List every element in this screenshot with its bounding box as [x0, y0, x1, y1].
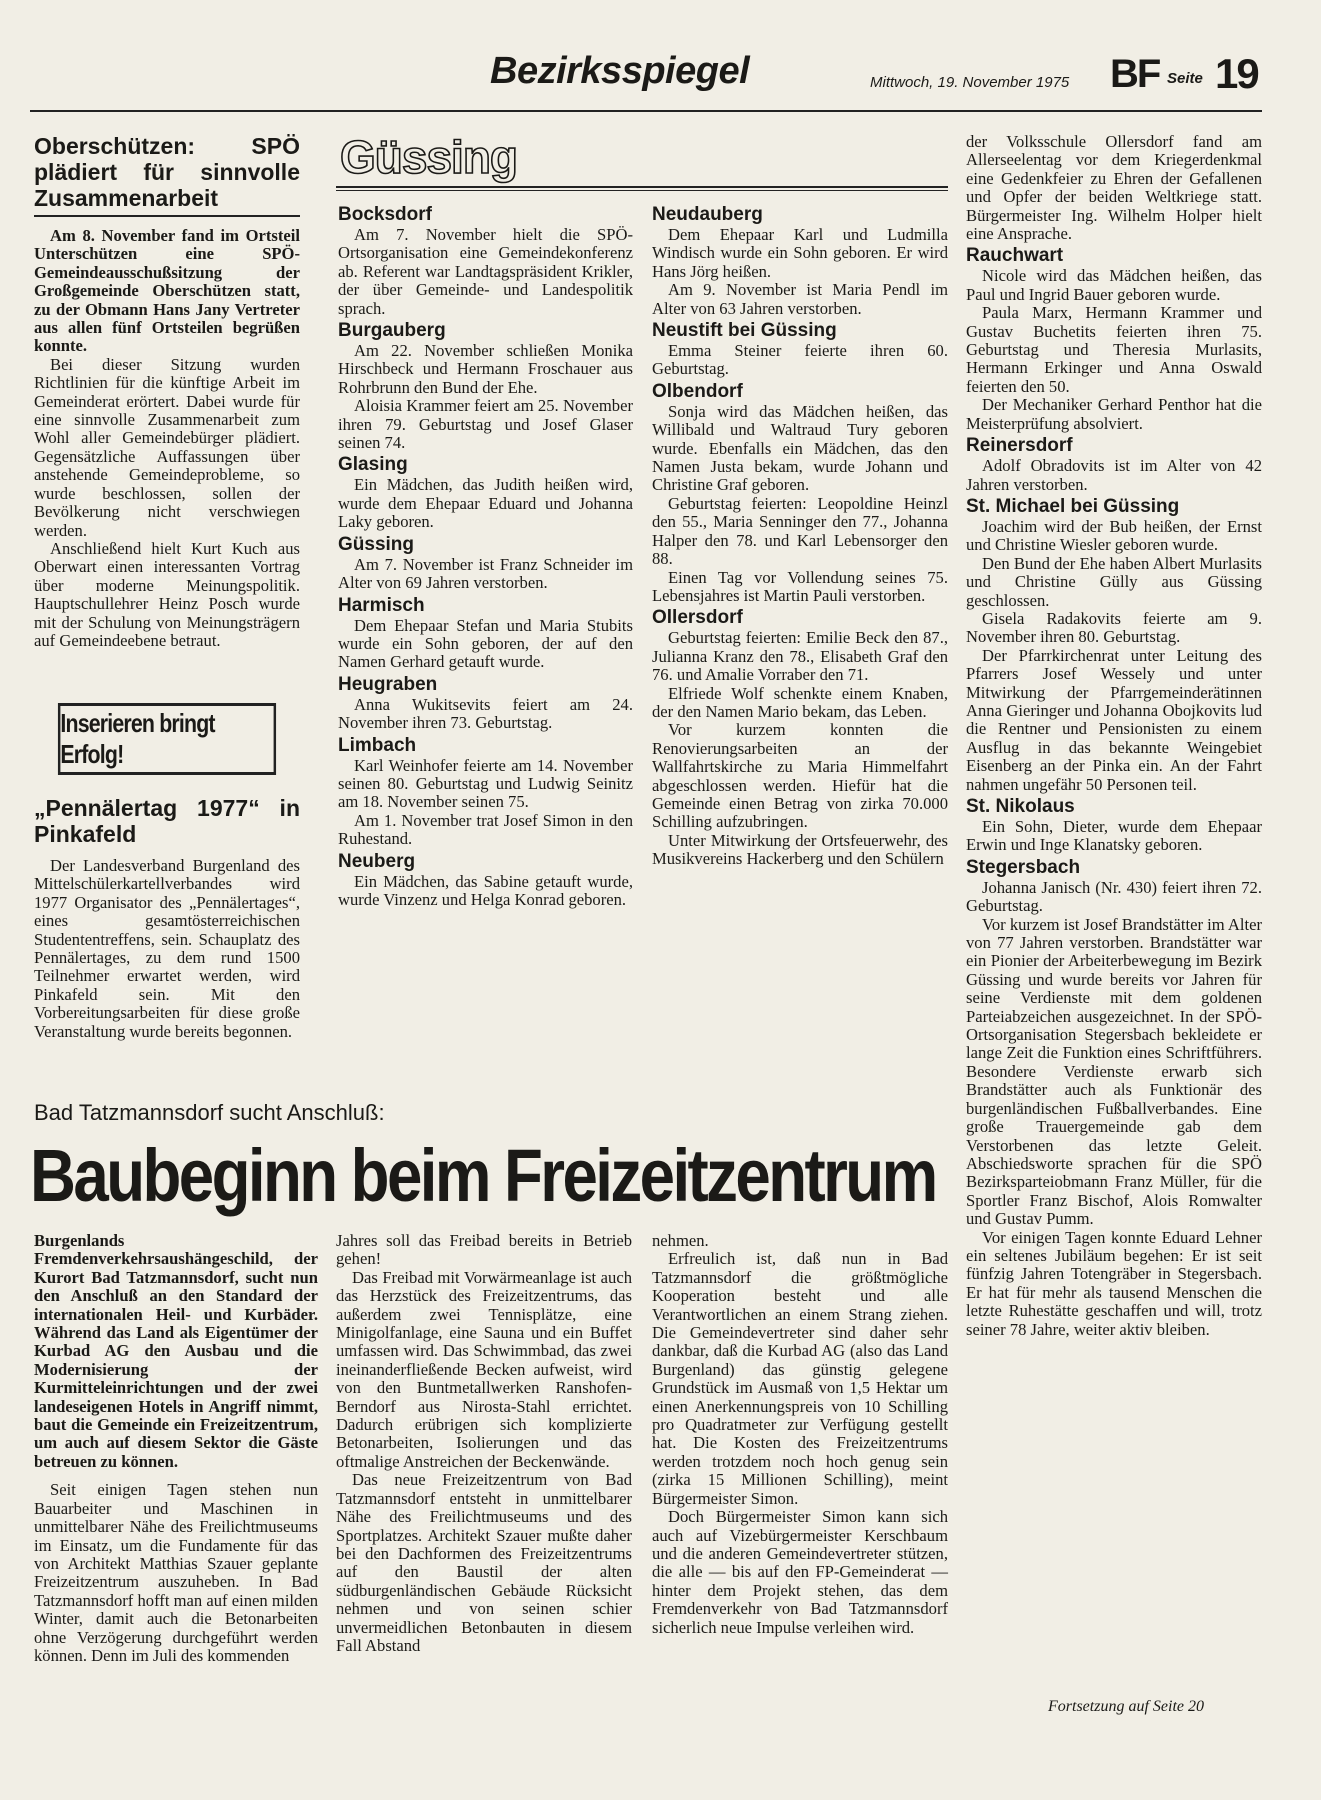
- place-text: Johanna Janisch (Nr. 430) feiert ihren 72. Geburtstag.: [966, 877, 1262, 916]
- feature-kicker: Bad Tatzmannsdorf sucht Anschluß:: [34, 1100, 385, 1125]
- feature-lead: Burgenlands Fremdenverkehrsaushängeschild, der Kurort Bad Tatzmannsdorf, sucht nun den Anschluß an den Standard der internationalen Heil- und Kurbäder. Während das Land als Eigentümer der Kurbad AG den Ausbau und die Modernisierung der Kurmitteleinrichtungen und der zwei landeseigenen Hotels in Angriff nimmt, baut die Gemeinde ein Freizeitzentrum, um auch auf diesem Sektor die Gäste betreuen zu können.: [34, 1231, 318, 1471]
- issue-date: Mittwoch, 19. November 1975: [870, 74, 1070, 91]
- feature-column-2: [336, 1232, 632, 1655]
- place-text: Ein Mädchen, das Judith heißen wird, wurde dem Ehepaar Eduard und Johanna Laky geboren.: [338, 475, 633, 532]
- ollersdorf-continued: der Volksschule Ollersdorf fand am Allerseelentag vor dem Kriegerdenkmal eine Gedenkfeier zu Ehren der Gefallenen und Opfer der beiden Weltkriege statt. Bürgermeister Ing. Wilhelm Holper hielt eine Ansprache.: [966, 132, 1262, 244]
- ad-box: Inserieren bringt Erfolg!: [58, 703, 276, 775]
- place-text: Vor einigen Tagen konnte Eduard Lehner ein seltenes Jubiläum begehen: Er ist seit fünfzig Jahren Totengräber in Stegersbach. Er hat für mehr als tausend Menschen die letzte Ruhestätte geschaffen und will, trotz seiner 78 Jahre, weiter aktiv bleiben.: [966, 1227, 1262, 1339]
- place-heading: St. Michael bei Güssing: [966, 495, 1180, 517]
- pennaelertag-paragraph: Der Landesverband Burgenland des Mittelschülerkartellverbandes wird 1977 Organisator des „Pennälertages“, eines gesamtösterreichischen Studententreffens, sein. Schauplatz des Pennälertages, zu dem rund 1500 Teilnehmer erwartet werden, wird Pinkafeld sein. Mit den Vorbereitungsarbeiten für diese große Veranstaltung wurde bereits begonnen.: [34, 856, 300, 1041]
- place-text: Aloisia Krammer feiert am 25. November ihren 79. Geburtstag und Josef Glaser seinen 74.: [338, 396, 633, 453]
- place-text: Einen Tag vor Vollendung seines 75. Lebensjahres ist Martin Pauli verstorben.: [652, 567, 948, 605]
- place-heading: Limbach: [338, 734, 417, 756]
- section-title: Bezirksspiegel: [490, 50, 750, 92]
- place-text: Geburtstag feierten: Leopoldine Heinzl den 55., Maria Senninger den 77., Johanna Halper den 78. und Karl Lebensorger den 88.: [652, 493, 948, 569]
- place-heading: Burgauberg: [338, 320, 446, 342]
- place-text: Elfriede Wolf schenkte einem Knaben, der den Namen Mario bekam, das Leben.: [652, 683, 948, 721]
- guessing-rule: [336, 186, 948, 188]
- feature-paragraph: nehmen.: [652, 1231, 709, 1250]
- feature-paragraph: Seit einigen Tagen stehen nun Bauarbeiter und Maschinen in unmittelbarer Nähe des Freilichtmuseums im Einsatz, um die Fundamente für das von Architekt Matthias Szauer geplante Freizeitzentrum auszuheben. In Bad Tatzmannsdorf hofft man auf einen milden Winter, damit auch die Betonarbeiten ohne Verzögerung durchgeführt werden können. Denn im Juli des kommenden: [34, 1480, 318, 1665]
- place-text: Vor kurzem konnten die Renovierungsarbeiten an der Wallfahrtskirche zu Maria Himmelfahrt abgeschlossen werden. Hiefür hat die Gemeinde einen Betrag von zirka 70.000 Schilling aufzubringen.: [652, 720, 948, 832]
- place-heading: Neustift bei Güssing: [652, 320, 837, 342]
- pennaelertag-headline: „Pennälertag 1977“ in Pinkafeld: [34, 795, 300, 847]
- place-heading: Ollersdorf: [652, 607, 743, 629]
- feature-paragraph: Das neue Freizeitzentrum von Bad Tatzmannsdorf entsteht in unmittelbarer Nähe des Freilichtmuseums und des Sportplatzes. Architekt Szauer mußte daher bei den Dachformen des Freizeitzentrums auf den Baustil der alten südburgenländischen Gebäude Rücksicht nehmen und von seinen schier unvermeidlichen Betonbauten in diesem Fall Abstand: [336, 1470, 632, 1655]
- place-heading: Bocksdorf: [338, 204, 432, 225]
- oberschuetzen-lead: Am 8. November fand im Ortsteil Unterschützen eine SPÖ-Gemeindeausschußsitzung der Großgemeinde Oberschützen statt, zu der Obmann Hans Jany Vertreter aus allen fünf Ortsteilen begrüßen konnte.: [34, 226, 300, 356]
- place-heading: Stegersbach: [966, 856, 1081, 878]
- place-text: Karl Weinhofer feierte am 14. November seinen 80. Geburtstag und Ludwig Seinitz am 18. November seinen 75.: [338, 755, 633, 812]
- place-heading: Harmisch: [338, 594, 425, 616]
- feature-column-3: [652, 1232, 948, 1637]
- place-heading: Neuberg: [338, 850, 416, 872]
- guessing-logo-text: Güssing: [340, 131, 518, 183]
- place-heading: Heugraben: [338, 673, 438, 695]
- place-text: Am 9. November ist Maria Pendl im Alter von 63 Jahren verstorben.: [652, 280, 948, 318]
- paper-logo: BF: [1110, 52, 1160, 96]
- place-heading: Güssing: [338, 533, 415, 555]
- feature-paragraph: Jahres soll das Freibad bereits in Betrieb gehen!: [336, 1231, 632, 1269]
- place-text: Dem Ehepaar Stefan und Maria Stubits wurde ein Sohn geboren, der auf den Namen Gerhard getauft wurde.: [338, 615, 633, 672]
- place-text: Der Mechaniker Gerhard Penthor hat die Meisterprüfung absolviert.: [966, 395, 1262, 433]
- page-label: Seite: [1167, 70, 1203, 87]
- place-text: Adolf Obradovits ist im Alter von 42 Jahren verstorben.: [966, 456, 1262, 494]
- guessing-column-2: [652, 202, 948, 869]
- continuation-note: Fortsetzung auf Seite 20: [1048, 1698, 1204, 1715]
- oberschuetzen-paragraph: Anschließend hielt Kurt Kuch aus Oberwart einen interessanten Vortrag über moderne Meinungspolitik. Hauptschullehrer Heinz Posch wurde mit der Schulung von Meinungsträgern auf Gemeindeebene betraut.: [34, 538, 300, 650]
- place-text: Dem Ehepaar Karl und Ludmilla Windisch wurde ein Sohn geboren. Er wird Hans Jörg heißen.: [652, 225, 948, 281]
- place-text: Den Bund der Ehe haben Albert Murlasits und Christine Gülly aus Güssing geschlossen.: [966, 553, 1262, 610]
- guessing-logo: [338, 128, 518, 184]
- feature-paragraph: Doch Bürgermeister Simon kann sich auch auf Vizebürgermeister Kerschbaum und die anderen Gemeindevertreter stützen, die alle — bis auf den FP-Gemeinderat — hinter dem Projekt stehen, das dem Fremdenverkehr von Bad Tatzmannsdorf sicherlich neue Impulse verleihen wird.: [652, 1507, 948, 1637]
- place-heading: Rauchwart: [966, 245, 1064, 267]
- place-text: Vor kurzem ist Josef Brandstätter im Alter von 77 Jahren verstorben. Brandstätter war ein Pionier der Arbeiterbewegung im Bezirk Güssing und wurde bereits vor Jahren für seine Verdienste mit dem goldenen Parteiabzeichen ausgezeichnet. In der SPÖ-Ortsorganisation Stegersbach bekleidete er lange Zeit die Funktion eines Schriftführers. Besondere Verdienste erwarb sich Brandstätter auch als Funktionär des burgenländischen Fußballverbandes. Eine große Trauergemeinde gab dem Verstorbenen das letzte Geleit. Abschiedsworte sprachen für die SPÖ Bezirksparteiobmann Franz Müller, für die Sportler Franz Bischof, Alois Romwalter und Gustav Pumm.: [966, 914, 1262, 1229]
- place-text: Geburtstag feierten: Emilie Beck den 87., Julianna Kranz den 78., Elisabeth Graf den 76. und Amalie Vorraber den 71.: [652, 628, 948, 685]
- place-text: Am 7. November ist Franz Schneider im Alter von 69 Jahren verstorben.: [338, 554, 633, 593]
- place-text: Am 7. November hielt die SPÖ-Ortsorganisation eine Gemeindekonferenz ab. Referent war Landtagspräsident Krikler, der über Gemeinde- und Landespolitik sprach.: [338, 225, 633, 318]
- place-text: Ein Sohn, Dieter, wurde dem Ehepaar Erwin und Inge Klanatsky geboren.: [966, 817, 1262, 855]
- place-text: Gisela Radakovits feierte am 9. November ihren 80. Geburtstag.: [966, 608, 1262, 647]
- place-text: Unter Mitwirkung der Ortsfeuerwehr, des Musikvereins Hackerberg und den Schülern: [652, 830, 948, 869]
- place-text: Sonja wird das Mädchen heißen, das Willibald und Waltraud Tury geboren wurde. Ebenfalls ein Mädchen, das den Namen Justa bekam, wurde Johann und Christine Graf geboren.: [652, 401, 948, 495]
- place-text: Ein Mädchen, das Sabine getauft wurde, wurde Vinzenz und Helga Konrad geboren.: [338, 871, 633, 909]
- place-heading: Glasing: [338, 454, 408, 476]
- guessing-column-1: [338, 202, 633, 909]
- guessing-rule-thin: [336, 190, 948, 191]
- feature-paragraph: Erfreulich ist, daß nun in Bad Tatzmannsdorf die größtmögliche Kooperation besteht und alle Verantwortlichen an einem Strang ziehen. Die Gemeindevertreter sind daher sehr dankbar, daß die Kurbad AG (also das Land Burgenland) das günstig gelegene Grundstück im Ausmaß von 1,5 Hektar um einen Anerkennungspreis von 10 Schilling pro Quadratmeter zur Verfügung gestellt hat. Die Kosten des Freizeitzentrums werden trotzdem noch hoch genug sein (zirka 15 Millionen Schilling), meint Bürgermeister Simon.: [652, 1249, 948, 1508]
- oberschuetzen-headline: Oberschützen: SPÖ plädiert für sinnvolle Zusammenarbeit: [34, 133, 300, 217]
- place-text: Joachim wird der Bub heißen, der Ernst und Christine Wiesler geboren wurde.: [966, 516, 1262, 555]
- place-text: Am 1. November trat Josef Simon in den Ruhestand.: [338, 810, 633, 849]
- place-text: Anna Wukitsevits feiert am 24. November ihren 73. Geburtstag.: [338, 694, 633, 733]
- place-text: Der Pfarrkirchenrat unter Leitung des Pfarrers Josef Wessely und unter Mitwirkung der Pfarrgemeinderätinnen Anna Gieringer und Johanna Obojkovits lud die Rentner und Pensionisten zu einem Ausflug in das bekannte Weingebiet Eisenberg an der Pinka ein. An der Fahrt nahmen ungefähr 50 Personen teil.: [966, 645, 1262, 794]
- right-column: [966, 133, 1262, 1339]
- place-text: Nicole wird das Mädchen heißen, das Paul und Ingrid Bauer geboren wurde.: [966, 266, 1262, 304]
- page-number: 19: [1215, 50, 1258, 97]
- feature-column-1: [34, 1232, 318, 1665]
- feature-paragraph: Das Freibad mit Vorwärmeanlage ist auch das Herzstück des Freizeitzentrums, das außerdem zwei Tennisplätze, eine Minigolfanlage, eine Sauna und ein Buffet umfassen wird. Das Schwimmbad, das zwei ineinanderfließende Becken aufweist, wird von den Buntmetallwerken Ranshofen-Berndorf aus Nirosta-Stahl errichtet. Dadurch erübrigen sich komplizierte Betonarbeiten, Isolierungen und das oftmalige Anstreichen der Beckenwände.: [336, 1267, 632, 1471]
- oberschuetzen-paragraph: Bei dieser Sitzung wurden Richtlinien für die künftige Arbeit im Gemeinderat erörtert. Dabei wurde für eine sinnvolle Zusammenarbeit zum Wohl aller Gemeindebürger plädiert. Gegensätzliche Auffassungen über anstehende Gemeindeprobleme, so wurde beschlossen, sollen der Bevölkerung nicht verschwiegen werden.: [34, 354, 300, 540]
- place-heading: St. Nikolaus: [966, 796, 1075, 817]
- masthead-rule: [30, 110, 1262, 112]
- place-heading: Reinersdorf: [966, 435, 1073, 457]
- left-column: [34, 133, 300, 650]
- left-column-lower: [34, 795, 300, 1041]
- place-heading: Olbendorf: [652, 380, 743, 402]
- place-text: Am 22. November schließen Monika Hirschbeck und Hermann Froschauer aus Rohrbrunn den Bund der Ehe.: [338, 341, 633, 397]
- feature-headline: Baubeginn beim Freizeitzentrum: [30, 1134, 936, 1217]
- place-heading: Neudauberg: [652, 204, 763, 225]
- place-text: Emma Steiner feierte ihren 60. Geburtstag.: [652, 341, 948, 379]
- place-text: Paula Marx, Hermann Krammer und Gustav Buchetits feierten ihren 75. Geburtstag und Theresia Murlasits, Hermann Erkinger und Anna Oswald feierten den 50.: [966, 303, 1262, 396]
